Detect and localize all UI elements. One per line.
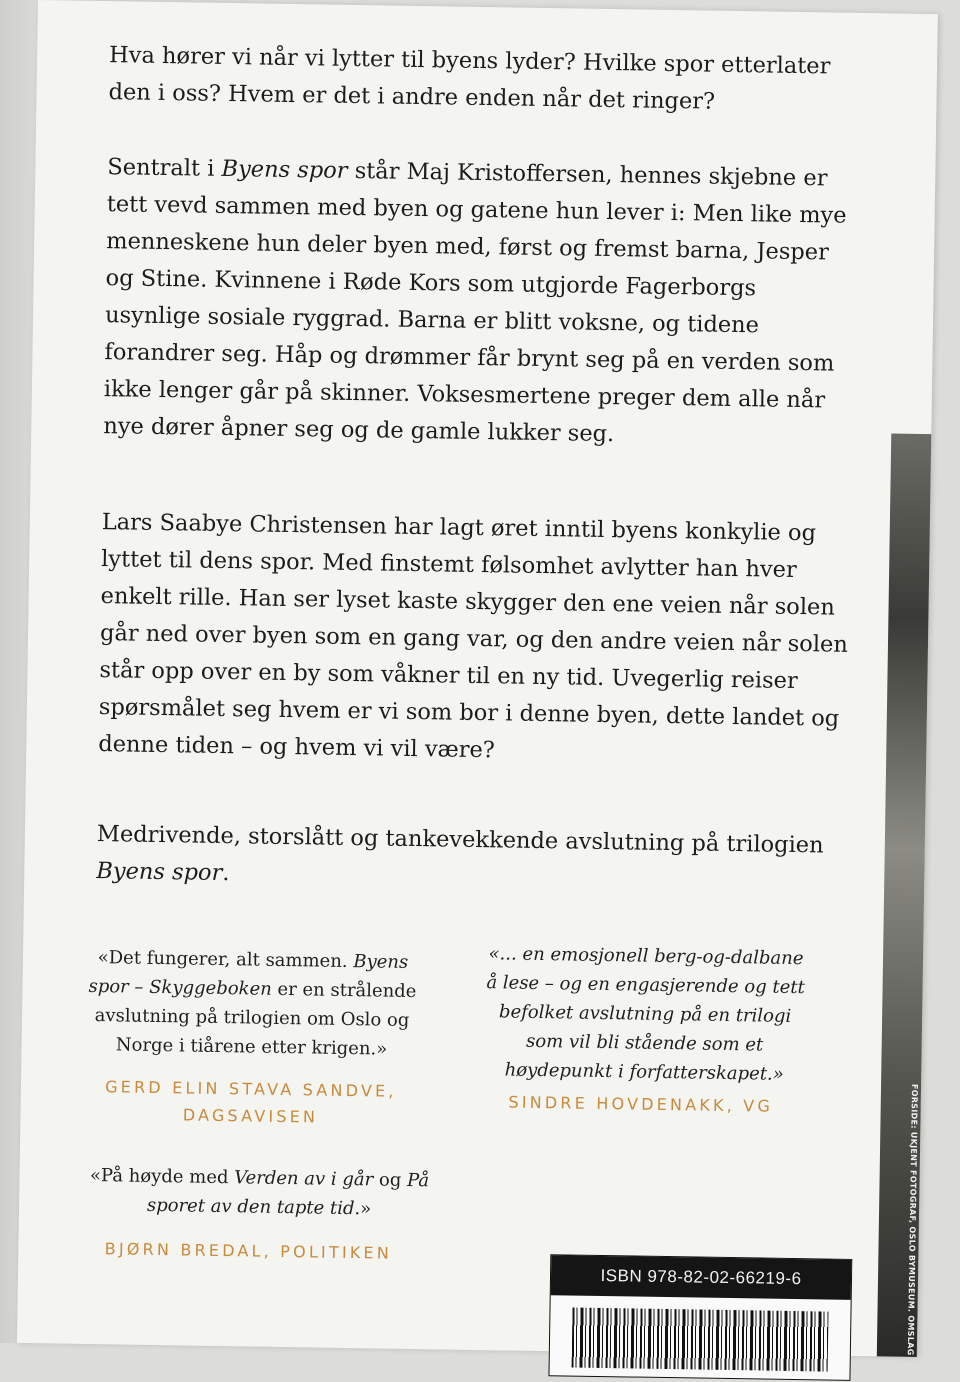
attribution-line: GERD ELIN STAVA SANDVE, — [105, 1077, 397, 1101]
review-quote-1 — [81, 943, 423, 1064]
blurb-paragraph-4 — [96, 816, 847, 902]
review-attribution-2: SINDRE HOVDENAKK, VG — [508, 1092, 774, 1116]
book-title: Byens spor — [96, 858, 223, 887]
quote-text: «Det fungerer, alt sammen. — [97, 947, 354, 973]
isbn-barcode-box — [548, 1254, 852, 1381]
quote-text: og — [373, 1169, 408, 1191]
quote-title: Byens spor – Skyggeboken — [88, 951, 409, 1000]
review-quote-2: «... en emosjonell berg-og-dalbane å lese – og en engasjerende og tett befolket avslutning på en trilogi som vil bli stående som et høydepunkt i forfatterskapet.» — [486, 943, 805, 1085]
photo-credit: FORSIDE: UKJENT FOTOGRAF, OSLO BYMUSEUM. OMSLAG — [905, 1083, 920, 1356]
quote-text: «På høyde med — [89, 1164, 235, 1189]
isbn-label: ISBN 978-82-02-66219-6 — [551, 1255, 852, 1300]
review-attribution-3: BJØRN BREDAL, POLITIKEN — [104, 1239, 393, 1263]
blurb-paragraph-1: Hva hører vi når vi lytter til byens lyder? Hvilke spor etterlater den i oss? Hvem er det i andre enden når det ringer? — [108, 42, 831, 115]
blurb-paragraph-2 — [103, 149, 858, 457]
attribution-line: DAGSAVISEN — [182, 1105, 319, 1127]
quote-title: På sporet av den tapte tid — [146, 1169, 430, 1220]
quote-text: .» — [354, 1198, 372, 1220]
quote-text: er en strålende avslutning på trilogien om Oslo og Norge i tiårene etter krigen.» — [94, 978, 417, 1060]
quote-title: Verden av i går — [234, 1167, 374, 1191]
review-quote-3 — [89, 1161, 430, 1224]
book-title: Byens spor — [221, 155, 348, 184]
blurb-text: Sentralt i — [107, 154, 222, 182]
blurb-text: . — [222, 860, 230, 887]
review-attribution-1 — [80, 1073, 421, 1132]
barcode-icon — [572, 1308, 829, 1372]
blurb-paragraph-3: Lars Saabye Christensen har lagt øret inntil byens konkylie og lyttet til dens spor. Med finstemt følsomhet avlytter han hver enkelt rille. Han ser lyset kaste skygger den ene veien når solen går ned over byen som en gang var, og den andre veien når solen står opp over en by som våkner til en ny tid. Uvegerlig reiser spørsmålet seg hvem er vi som bor i denne byen, dette landet og denne tiden – og hvem vi vil være? — [98, 509, 849, 764]
blurb-text: Medrivende, storslått og tankevekkende avslutning på trilogien — [96, 821, 824, 859]
blurb-text: står Maj Kristoffersen, hennes skjebne er tett vevd sammen med byen og gatene hun lever i: Men like mye menneskene hun deler byen med, først og fremst barna, Jesper og Stine. Kvinnene i Røde Kors som utgjorde Fagerborgs usynlige sosiale ryggrad. Barna er blitt voksne, og tidene forandrer seg. Håp og drømmer får brynt seg på en verden som ikke lenger går på skinner. Voksesmertene preger dem alle når nye dører åpner seg og de gamle lukker seg. — [103, 157, 847, 448]
book-back-cover — [17, 0, 938, 1357]
